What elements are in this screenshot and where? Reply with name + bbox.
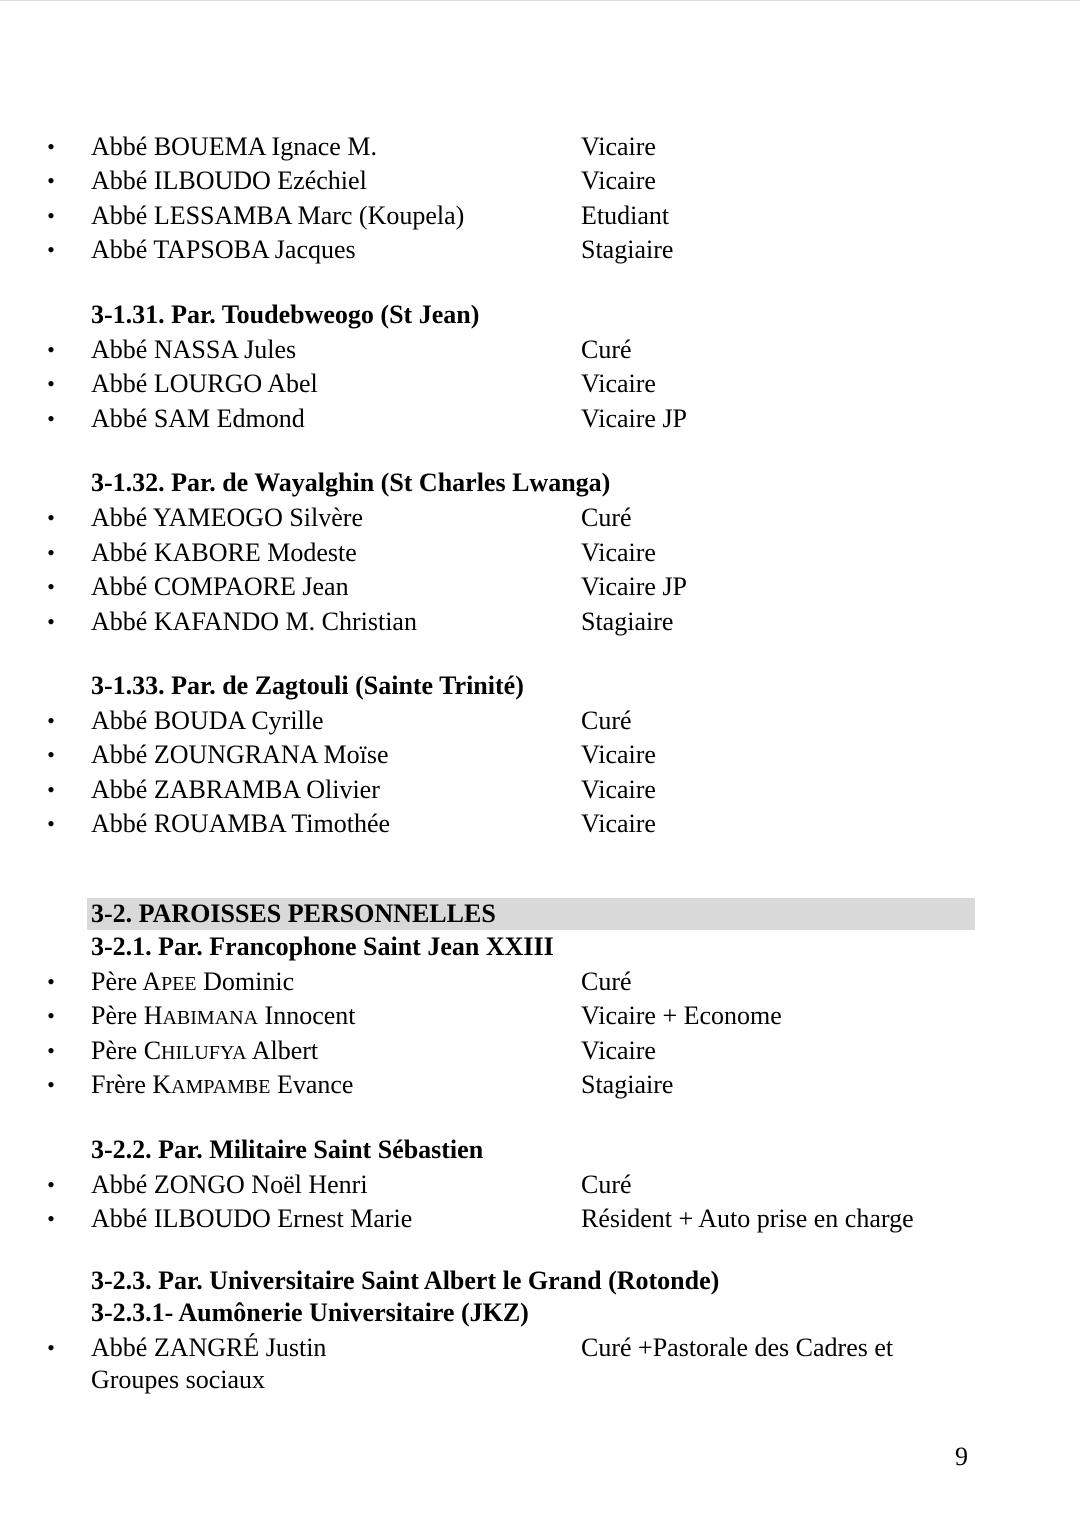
person-role: Vicaire xyxy=(581,775,656,804)
bullet: • xyxy=(47,168,55,193)
person-role: Vicaire xyxy=(581,132,656,161)
section-heading: 3-2.2. Par. Militaire Saint Sébastien xyxy=(91,1135,484,1164)
person-name: Abbé ZONGO Noël Henri xyxy=(91,1170,368,1199)
person-role: Vicaire xyxy=(581,740,656,769)
bullet: • xyxy=(47,1206,55,1231)
bullet: • xyxy=(47,708,55,733)
person-role: Résident + Auto prise en charge xyxy=(581,1204,914,1233)
bullet: • xyxy=(47,337,55,362)
person-role: Stagiaire xyxy=(581,1070,674,1099)
bullet: • xyxy=(47,1172,55,1197)
list-item xyxy=(0,807,1080,841)
person-name: Abbé LESSAMBA Marc (Koupela) xyxy=(91,201,465,230)
list-item xyxy=(0,164,1080,198)
list-item xyxy=(0,233,1080,267)
section-heading-main: 3-2. PAROISSES PERSONNELLES xyxy=(91,899,496,928)
list-item xyxy=(0,738,1080,772)
person-name: Abbé NASSA Jules xyxy=(91,335,297,364)
section-heading: 3-2.1. Par. Francophone Saint Jean XXIII xyxy=(91,932,554,961)
person-name: Frère KAMPAMBE Evance xyxy=(91,1070,354,1099)
person-name: Abbé COMPAORE Jean xyxy=(91,572,349,601)
list-item xyxy=(0,1331,1080,1365)
bullet: • xyxy=(47,742,55,767)
person-role: Vicaire + Econome xyxy=(581,1001,782,1030)
subsection-heading: 3-2.3.1- Aumônerie Universitaire (JKZ) xyxy=(91,1298,529,1327)
person-role: Curé +Pastorale des Cadres et xyxy=(581,1333,894,1362)
page-number: 9 xyxy=(955,1442,968,1471)
person-role: Curé xyxy=(581,335,632,364)
list-item xyxy=(0,130,1080,164)
list-item xyxy=(0,333,1080,367)
person-role: Vicaire xyxy=(581,1036,656,1065)
list-item xyxy=(0,199,1080,233)
person-role: Vicaire JP xyxy=(581,572,688,601)
person-name: Abbé ZANGRÉ Justin xyxy=(91,1333,327,1362)
person-role: Vicaire JP xyxy=(581,404,688,433)
list-item xyxy=(0,501,1080,535)
person-name: Père HABIMANA Innocent xyxy=(91,1001,356,1030)
person-name: Abbé TAPSOBA Jacques xyxy=(91,235,356,264)
list-item xyxy=(0,536,1080,570)
section-heading: 3-1.31. Par. Toudebweogo (St Jean) xyxy=(91,300,480,329)
person-role: Stagiaire xyxy=(581,607,674,636)
person-name: Père APEE Dominic xyxy=(91,967,295,996)
bullet: • xyxy=(47,969,55,994)
person-name: Abbé ROUAMBA Timothée xyxy=(91,809,391,838)
person-role: Curé xyxy=(581,706,632,735)
bullet: • xyxy=(47,1072,55,1097)
person-role: Curé xyxy=(581,1170,632,1199)
person-role: Vicaire xyxy=(581,809,656,838)
person-name: Abbé ZABRAMBA Olivier xyxy=(91,775,380,804)
bullet: • xyxy=(47,203,55,228)
bullet: • xyxy=(47,777,55,802)
bullet: • xyxy=(47,609,55,634)
bullet: • xyxy=(47,1003,55,1028)
list-item xyxy=(0,1034,1080,1068)
list-item xyxy=(0,367,1080,401)
person-name: Abbé ILBOUDO Ernest Marie xyxy=(91,1204,413,1233)
bullet: • xyxy=(47,1335,55,1360)
bullet: • xyxy=(47,505,55,530)
person-name: Abbé KAFANDO M. Christian xyxy=(91,607,417,636)
bullet: • xyxy=(47,811,55,836)
list-item xyxy=(0,402,1080,436)
bullet: • xyxy=(47,371,55,396)
person-name: Abbé LOURGO Abel xyxy=(91,369,318,398)
bullet: • xyxy=(47,134,55,159)
section-heading: 3-1.33. Par. de Zagtouli (Sainte Trinité) xyxy=(91,671,524,700)
list-item xyxy=(0,965,1080,999)
person-name: Père CHILUFYA Albert xyxy=(91,1036,319,1065)
person-name: Abbé ZOUNGRANA Moïse xyxy=(91,740,389,769)
person-name: Abbé ILBOUDO Ezéchiel xyxy=(91,166,367,195)
list-item xyxy=(0,605,1080,639)
person-name: Abbé BOUDA Cyrille xyxy=(91,706,324,735)
list-item xyxy=(0,1168,1080,1202)
person-role: Vicaire xyxy=(581,166,656,195)
person-role: Etudiant xyxy=(581,201,670,230)
bullet: • xyxy=(47,540,55,565)
list-item xyxy=(0,999,1080,1033)
person-name: Abbé SAM Edmond xyxy=(91,404,305,433)
person-role: Vicaire xyxy=(581,538,656,567)
section-heading: 3-1.32. Par. de Wayalghin (St Charles Lwanga) xyxy=(91,468,611,497)
list-item xyxy=(0,1202,1080,1236)
section-heading: 3-2.3. Par. Universitaire Saint Albert le Grand (Rotonde) xyxy=(91,1266,720,1295)
person-role: Stagiaire xyxy=(581,235,674,264)
list-item xyxy=(0,773,1080,807)
list-item xyxy=(0,1068,1080,1102)
page-top-border xyxy=(0,0,1080,1)
bullet: • xyxy=(47,237,55,262)
bullet: • xyxy=(47,574,55,599)
person-name: Abbé KABORE Modeste xyxy=(91,538,357,567)
list-item xyxy=(0,704,1080,738)
person-role: Curé xyxy=(581,503,632,532)
role-continuation: Groupes sociaux xyxy=(91,1365,266,1394)
person-name: Abbé BOUEMA Ignace M. xyxy=(91,132,377,161)
bullet: • xyxy=(47,1038,55,1063)
list-item xyxy=(0,570,1080,604)
person-name: Abbé YAMEOGO Silvère xyxy=(91,503,363,532)
bullet: • xyxy=(47,406,55,431)
person-role: Vicaire xyxy=(581,369,656,398)
person-role: Curé xyxy=(581,967,632,996)
